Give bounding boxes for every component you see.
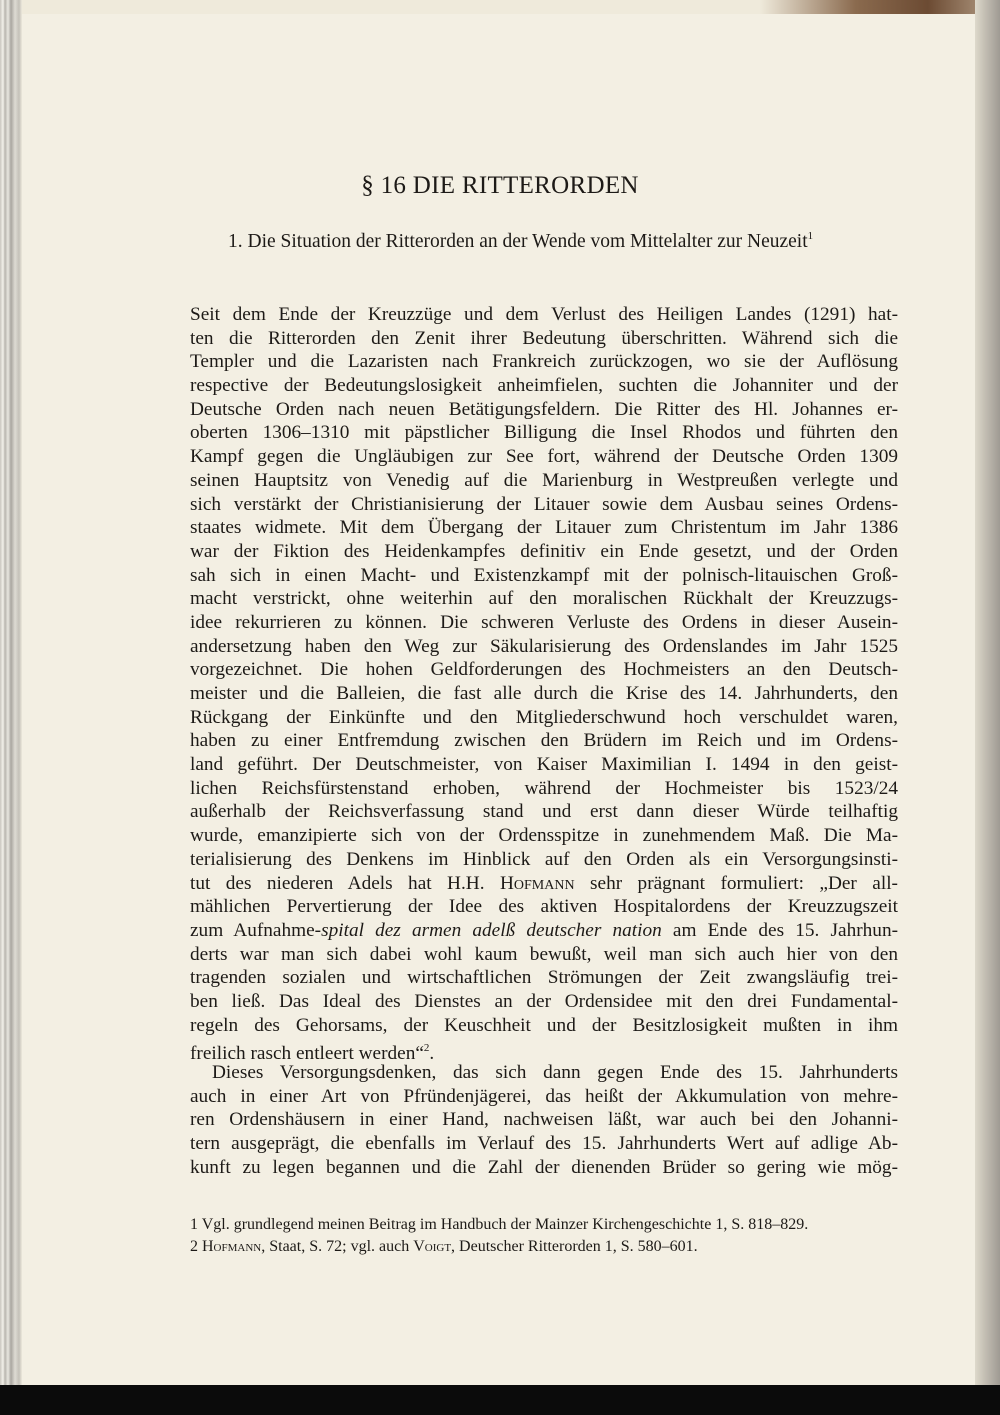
book-binding-edge xyxy=(0,0,22,1385)
text-run: ten die Ritterorden den Zenit ihrer Bedeutung überschritten. Während sich die xyxy=(190,327,898,349)
text-run: sah sich in einen Macht- und Existenzkampf mit der polnisch-litauischen Groß- xyxy=(190,564,898,586)
body-line xyxy=(190,895,898,919)
body-line xyxy=(190,943,898,967)
body-line xyxy=(190,327,898,351)
body-line xyxy=(190,848,898,872)
scan-top-edge xyxy=(760,0,1000,14)
body-line xyxy=(190,1132,898,1156)
text-run: respective der Bedeutungslosigkeit anheimfielen, suchten die Johanniter und der xyxy=(190,375,898,397)
text-run: tragenden sozialen und wirtschaftlichen Strömungen der Zeit zwangsläufig trei- xyxy=(190,967,898,989)
subsection-heading xyxy=(228,230,813,253)
text-run: Dieses Versorgungsdenken, das sich dann gegen Ende des 15. Jahrhunderts xyxy=(212,1062,898,1083)
body-line xyxy=(190,469,898,493)
text-run: lichen Reichsfürstenstand erhoben, während der Hochmeister bis 1523/24 xyxy=(190,777,898,799)
footnote xyxy=(190,1236,808,1258)
text-run: wurde, emanzipierte sich von der Ordensspitze in zunehmendem Maß. Die Ma- xyxy=(190,825,898,847)
scan-bottom-border xyxy=(0,1385,1000,1415)
text-run: Templer und die Lazaristen nach Frankreich zurückzogen, wo sie der Auflösung xyxy=(190,351,898,373)
text-run: idee rekurrieren zu können. Die schweren Verluste des Ordens in dieser Ausein- xyxy=(190,611,898,633)
section-heading: § 16 DIE RITTERORDEN xyxy=(361,172,639,199)
text-run: , Deutscher Ritterorden 1, S. 580–601. xyxy=(451,1238,698,1255)
text-run: land geführt. Der Deutschmeister, von Kaiser Maximilian I. 1494 in den geist- xyxy=(190,754,898,776)
body-line xyxy=(190,1108,898,1132)
text-run: am Ende des 15. Jahrhun- xyxy=(661,919,899,941)
body-line xyxy=(190,1037,898,1065)
body-line xyxy=(190,350,898,374)
text-run: Kampf gegen die Ungläubigen zur See fort, während der Deutsche Orden 1309 xyxy=(190,446,898,468)
body-line xyxy=(190,421,898,445)
body-line xyxy=(190,611,898,635)
page-right-edge xyxy=(975,0,1000,1385)
body-line xyxy=(190,919,898,943)
text-run: 1 Vgl. grundlegend meinen Beitrag im Handbuch der Mainzer Kirchengeschichte 1, S. 818–829. xyxy=(190,1216,809,1233)
body-line xyxy=(190,800,898,824)
footnotes xyxy=(190,1214,808,1258)
text-run: kunft zu legen begannen und die Zahl der dienenden Brüder so gering wie mög- xyxy=(190,1156,898,1178)
body-line xyxy=(190,540,898,564)
text-run: tut des niederen Adels hat H.H. xyxy=(190,872,500,894)
body-line xyxy=(190,753,898,777)
text-run: zum Aufnahme- xyxy=(190,919,322,941)
text-run: mählichen Pervertierung der Idee des aktiven Hospitalordens der Kreuzzugszeit xyxy=(190,896,898,918)
body-line xyxy=(190,445,898,469)
body-line xyxy=(190,682,898,706)
text-run: seinen Hauptsitz von Venedig auf die Marienburg in Westpreußen verlegte und xyxy=(190,469,898,491)
text-run: auch in einer Art von Pfründenjägerei, das heißt der Akkumulation von mehre- xyxy=(190,1085,898,1107)
subsection-heading-text: 1. Die Situation der Ritterorden an der Wende vom Mittelalter zur Neuzeit xyxy=(228,231,808,252)
text-run: staates widmete. Mit dem Übergang der Litauer zum Christentum im Jahr 1386 xyxy=(190,517,898,539)
body-line xyxy=(190,824,898,848)
body-line xyxy=(190,1156,898,1180)
body-line xyxy=(190,587,898,611)
body-line xyxy=(190,872,898,896)
text-run: tern ausgeprägt, die ebenfalls im Verlauf des 15. Jahrhunderts Wert auf adlige Ab- xyxy=(190,1133,898,1155)
text-run: regeln des Gehorsams, der Keuschheit und der Besitzlosigkeit mußten in ihm xyxy=(190,1014,898,1036)
body-line xyxy=(190,374,898,398)
text-run: Deutsche Orden nach neuen Betätigungsfeldern. Die Ritter des Hl. Johannes er- xyxy=(190,398,898,420)
small-caps-name: Hofmann xyxy=(202,1238,262,1255)
small-caps-name: Hofmann xyxy=(499,872,575,894)
body-line xyxy=(190,729,898,753)
text-run: haben zu einer Entfremdung zwischen den Brüdern im Reich und im Ordens- xyxy=(190,730,898,752)
body-line xyxy=(190,1061,898,1085)
body-line xyxy=(190,493,898,517)
text-run: war der Fiktion des Heidenkampfes definitiv ein Ende gesetzt, und der Orden xyxy=(190,540,898,562)
text-run: sehr prägnant formuliert: „Der all- xyxy=(574,872,898,894)
text-run: vorgezeichnet. Die hohen Geldforderungen des Hochmeisters an den Deutsch- xyxy=(190,659,898,681)
text-run: , Staat, S. 72; vgl. auch xyxy=(261,1238,414,1255)
text-run: Rückgang der Einkünfte und den Mitgliederschwund hoch verschuldet waren, xyxy=(190,706,898,728)
text-run: sich verstärkt der Christianisierung der Litauer sowie dem Ausbau seines Ordens- xyxy=(190,493,898,515)
body-line xyxy=(190,966,898,990)
text-run: meister und die Balleien, die fast alle durch die Krise des 14. Jahrhunderts, den xyxy=(190,683,898,704)
body-line xyxy=(190,398,898,422)
text-run: . xyxy=(429,1043,435,1065)
text-run: ben ließ. Das Ideal des Dienstes an der Ordensidee mit den drei Fundamental- xyxy=(190,990,898,1012)
body-line xyxy=(190,777,898,801)
body-line xyxy=(190,1085,898,1109)
body-line xyxy=(190,706,898,730)
body-line xyxy=(190,303,898,327)
italic-quote: spital dez armen adelß deutscher nation xyxy=(321,919,662,941)
small-caps-name: Voigt xyxy=(413,1238,452,1255)
text-run: terialisierung des Denkens im Hinblick auf den Orden als ein Versorgungsinsti- xyxy=(190,848,898,870)
text-run: macht verstrickt, ohne weiterhin auf den moralischen Rückhalt der Kreuzzugs- xyxy=(190,588,898,610)
text-run: derts war man sich dabei wohl kaum bewußt, weil man sich auch hier von den xyxy=(190,943,898,965)
text-run: Seit dem Ende der Kreuzzüge und dem Verlust des Heiligen Landes (1291) hat- xyxy=(190,304,898,325)
footnote-reference: 2 xyxy=(423,1042,430,1055)
body-line xyxy=(190,1014,898,1038)
body-line xyxy=(190,516,898,540)
body-line xyxy=(190,564,898,588)
text-run: außerhalb der Reichsverfassung stand und erst dann dieser Würde teilhaftig xyxy=(190,801,898,823)
body-line xyxy=(190,990,898,1014)
body-line xyxy=(190,658,898,682)
text-run: andersetzung haben den Weg zur Säkularisierung des Ordenslandes im Jahr 1525 xyxy=(190,635,898,657)
text-run: freilich rasch entleert werden“ xyxy=(190,1043,424,1065)
footnote-reference: 1 xyxy=(807,230,814,242)
text-run: 2 xyxy=(190,1238,202,1255)
body-line xyxy=(190,635,898,659)
text-run: oberten 1306–1310 mit päpstlicher Billigung die Insel Rhodos und führten den xyxy=(190,422,898,444)
footnote xyxy=(190,1214,808,1236)
body-text xyxy=(190,303,898,1179)
text-run: ren Ordenshäusern in einer Hand, nachweisen läßt, war auch bei den Johanni- xyxy=(190,1109,898,1131)
